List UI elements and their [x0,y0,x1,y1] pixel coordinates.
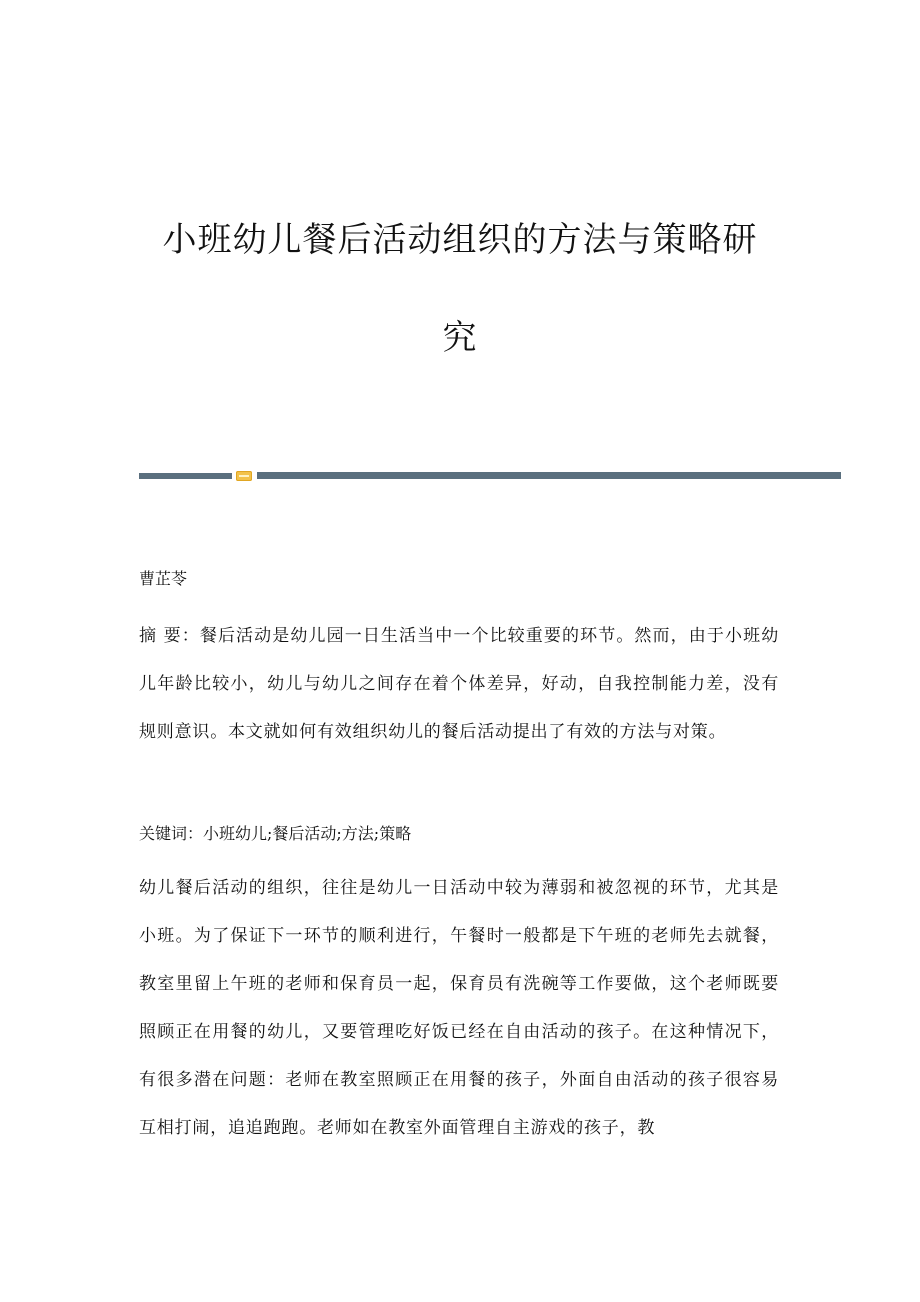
keywords-label: 关键词： [139,824,204,843]
divider-bar-left [139,473,232,479]
abstract [139,612,779,756]
title-divider [139,471,841,480]
keywords-text: 小班幼儿;餐后活动;方法;策略 [203,824,412,843]
body-paragraph: 幼儿餐后活动的组织，往往是幼儿一日活动中较为薄弱和被忽视的环节，尤其是小班。为了保证下一环节的顺利进行，午餐时一般都是下午班的老师先去就餐，教室里留上午班的老师和保育员一起，保育员有洗碗等工作要做，这个老师既要照顾正在用餐的幼儿，又要管理吃好饭已经在自由活动的孩子。在这种情况下，有很多潜在问题：老师在教室照顾正在用餐的孩子，外面自由活动的孩子很容易互相打闹，追追跑跑。老师如在教室外面管理自主游戏的孩子，教 [139,878,779,1138]
divider-ornament-icon [236,471,252,481]
document-title-line-2: 究 [442,318,478,358]
divider-bar-right [257,472,841,479]
abstract-text: 餐后活动是幼儿园一日生活当中一个比较重要的环节。然而，由于小班幼儿年龄比较小，幼儿与幼儿之间存在着个体差异，好动，自我控制能力差，没有规则意识。本文就如何有效组织幼儿的餐后活动提出了有效的方法与对策。 [139,626,779,742]
keywords [139,823,411,845]
document-title-line-1: 小班幼儿餐后活动组织的方法与策略研 [162,220,758,260]
author-name: 曹芷苓 [139,569,188,588]
abstract-label: 摘 要： [139,626,200,646]
